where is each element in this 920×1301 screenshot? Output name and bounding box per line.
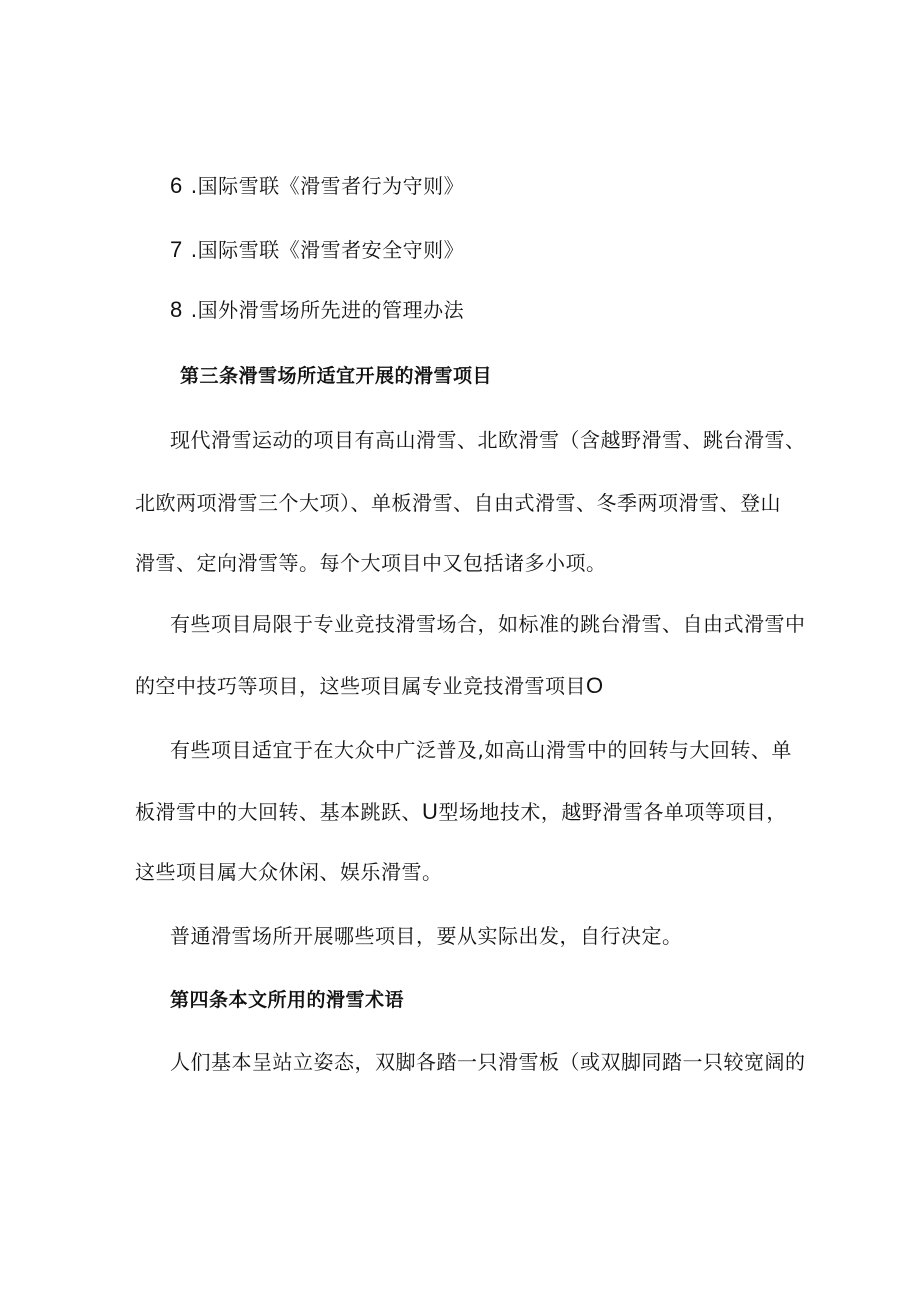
paragraph-line [135,672,604,700]
paragraph-line: 普通滑雪场所开展哪些项目，要从实际出发，自行决定。 [170,924,683,948]
paragraph-line [135,798,787,826]
list-text: .国际雪联《滑雪者行为守则》 [190,174,465,198]
list-text: .国外滑雪场所先进的管理办法 [190,298,465,322]
list-item [170,296,464,324]
list-number: 7 [170,237,183,262]
paragraph-line: 这些项目属大众休闲、娱乐滑雪。 [135,860,443,884]
paragraph-text: 板滑雪中的大回转、基本跳跃、 [135,800,422,824]
paragraph-text-end: O [586,673,604,698]
article4-heading: 第四条本文所用的滑雪术语 [170,989,405,1011]
paragraph-line: 滑雪、定向滑雪等。每个大项目中又包括诸多小项。 [135,551,607,575]
paragraph-line: 现代滑雪运动的项目有高山滑雪、北欧滑雪（含越野滑雪、跳台滑雪、 [170,428,806,452]
paragraph-text: 的空中技巧等项目，这些项目属专业竞技滑雪项目 [135,674,586,698]
list-number: 6 [170,173,183,198]
paragraph-line: 有些项目局限于专业竞技滑雪场合，如标准的跳台滑雪、自由式滑雪中 [170,612,806,636]
paragraph-line: 人们基本呈站立姿态，双脚各踏一只滑雪板（或双脚同踏一只较宽阔的 [170,1050,806,1074]
list-item [170,172,464,200]
list-item [170,236,464,264]
paragraph-text: 型场地技术，越野滑雪各单项等项目， [438,800,787,824]
paragraph-line: 北欧两项滑雪三个大项）、单板滑雪、自由式滑雪、冬季两项滑雪、登山 [135,491,781,515]
paragraph-line: 有些项目适宜于在大众中广泛普及,如高山滑雪中的回转与大回转、单 [170,738,792,762]
list-number: 8 [170,297,183,322]
article3-heading: 第三条滑雪场所适宜开展的滑雪项目 [180,365,493,387]
paragraph-text-latin: U [422,799,439,824]
list-text: .国际雪联《滑雪者安全守则》 [190,238,465,262]
